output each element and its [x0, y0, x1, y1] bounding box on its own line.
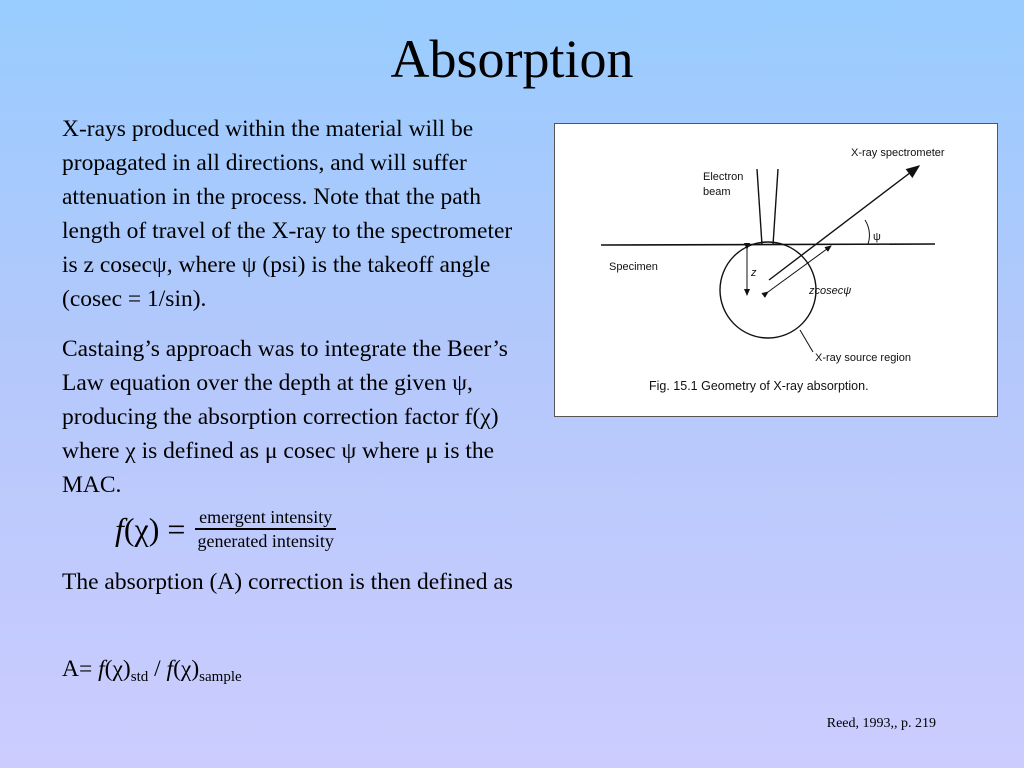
equation-f-std: f [98, 656, 105, 682]
formula-fraction [195, 506, 335, 552]
equation-chi-sample: (χ) [173, 656, 200, 682]
beam-label-line2: beam [703, 186, 731, 198]
source-region-leader [800, 330, 813, 352]
equation-sub-std: std [130, 669, 149, 685]
specimen-surface-line [601, 244, 935, 245]
zcosec-label: zcosecψ [809, 285, 852, 297]
psi-label: ψ [873, 231, 881, 243]
formula-numerator: emergent intensity [195, 506, 335, 530]
figure-caption: Fig. 15.1 Geometry of X-ray absorption. [649, 379, 869, 393]
formula-lhs [115, 511, 185, 548]
absorption-geometry-figure [554, 123, 998, 417]
formula-chi: (χ) [123, 510, 160, 547]
spectrometer-label: X-ray spectrometer [851, 147, 945, 159]
equation-prefix: A= [62, 656, 99, 682]
formula-equals: = [167, 510, 186, 547]
electron-beam-right-edge [773, 169, 778, 245]
slide-title: Absorption [390, 29, 634, 89]
absorption-factor-formula [115, 506, 336, 552]
electron-beam-left-edge [757, 169, 762, 245]
formula-f: f [115, 510, 124, 547]
z-label: z [751, 267, 757, 279]
correction-paragraph: The absorption (A) correction is then defined as [62, 569, 513, 595]
geometry-diagram [555, 124, 999, 418]
source-region-circle [720, 242, 816, 338]
equation-chi-std: (χ) [104, 656, 131, 682]
equation-f-sample: f [166, 656, 174, 682]
formula-denominator: generated intensity [197, 531, 334, 551]
source-region-label: X-ray source region [815, 352, 911, 364]
equation-slash: / [148, 656, 167, 682]
equation-sub-sample: sample [199, 669, 242, 685]
specimen-label: Specimen [609, 261, 658, 273]
castaing-paragraph: Castaing’s approach was to integrate the Beer’s Law equation over the depth at the given ψ, producing the absorption correction factor f(χ) where χ is defined as μ cosec ψ where μ is the MAC. [62, 336, 508, 498]
takeoff-angle-arc [865, 220, 869, 244]
absorption-equation [62, 652, 532, 686]
emission-path-arrow [769, 166, 919, 280]
intro-paragraph: X-rays produced within the material will be propagated in all directions, and will suffer attenuation in the process. Note that the path length of travel of the X-ray to the spectrometer is z cosecψ, where ψ (psi) is the takeoff angle (cosec = 1/sin). [62, 116, 513, 312]
beam-label-line1: Electron [703, 171, 744, 183]
citation: Reed, 1993,, p. 219 [826, 716, 936, 731]
